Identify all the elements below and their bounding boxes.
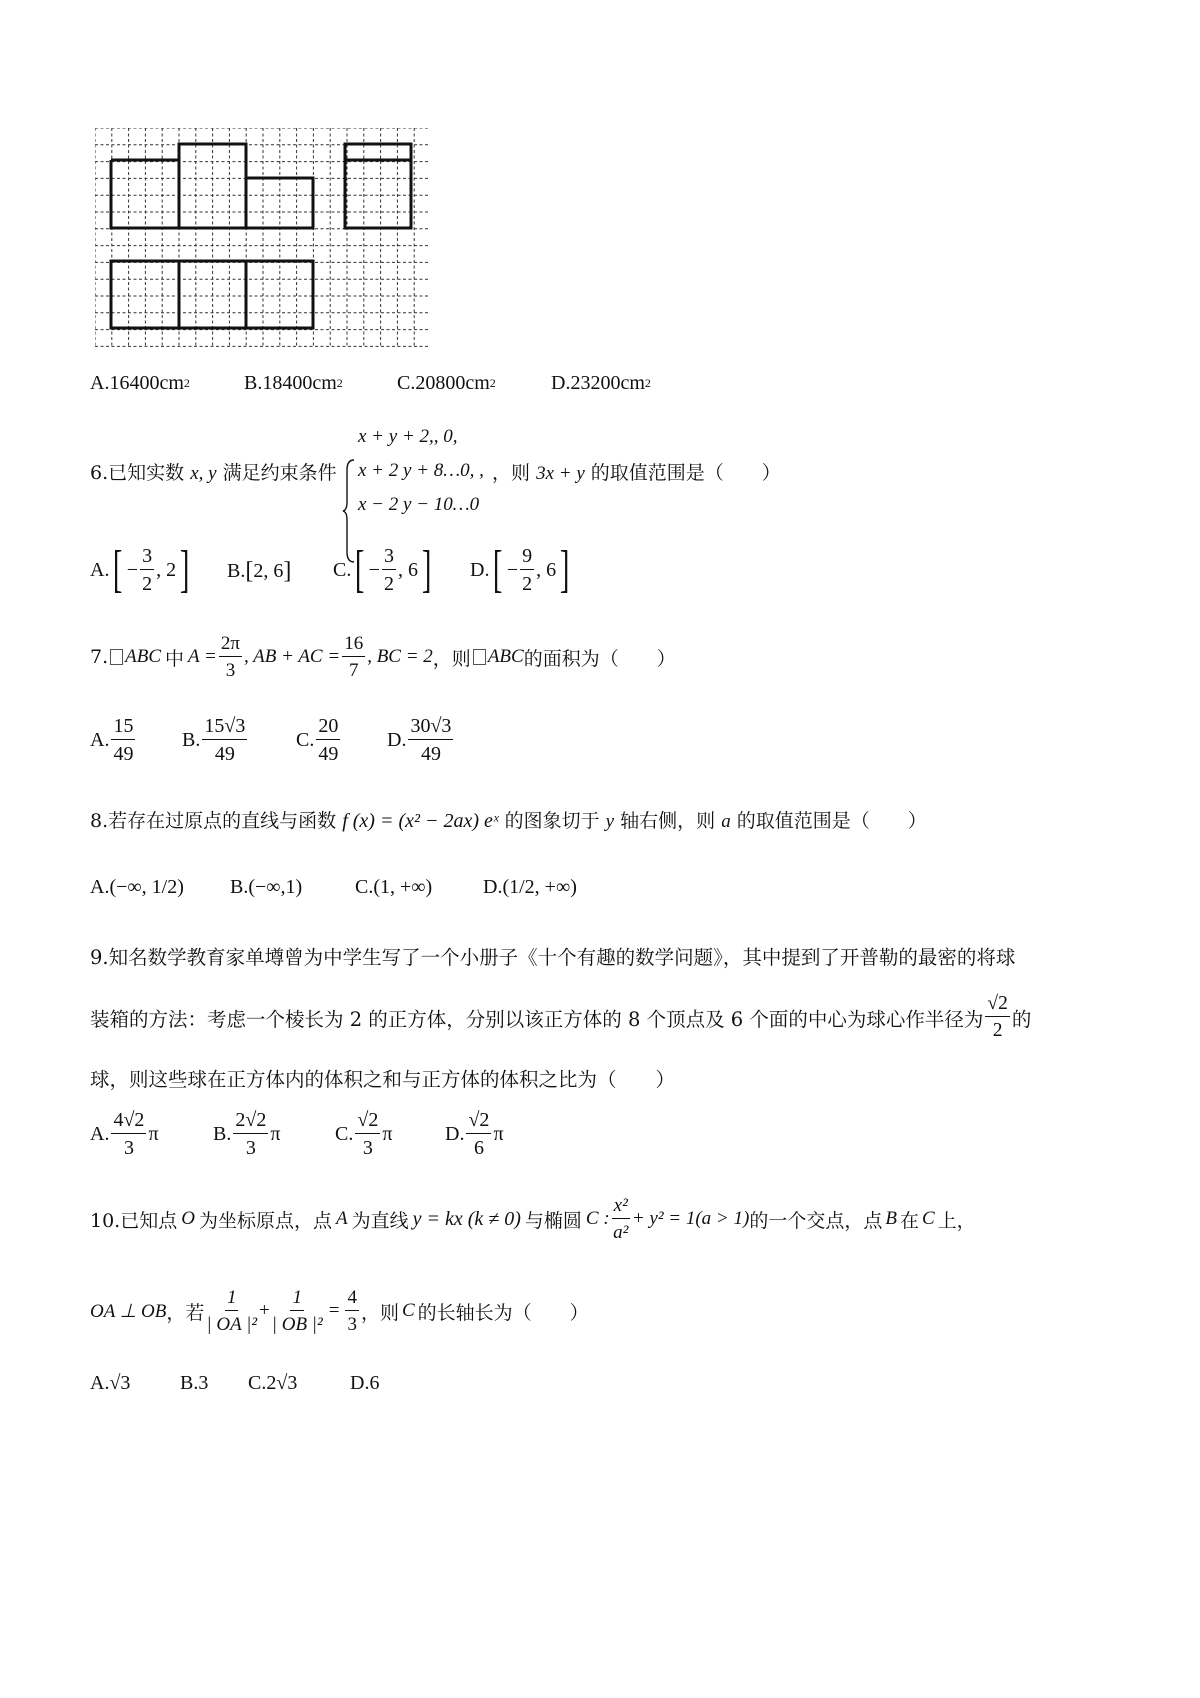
- side-view: [345, 144, 411, 228]
- triangle-symbol-icon: [473, 649, 486, 665]
- q10-option-c[interactable]: C. 2√3: [248, 1372, 298, 1394]
- q6-option-c[interactable]: C. [ − $\frac{3}{2}$ , 6 ]: [333, 541, 432, 598]
- q8-option-c[interactable]: C. (1, +∞): [355, 876, 433, 898]
- q7-stem: 7. ABC 中 A = $\frac{2\pi}{3}$ , AB + AC = $\frac{16}{7}$ , BC = 2 ，则 ABC 的面积为（ ）: [90, 633, 676, 681]
- q7-option-c[interactable]: C. $\frac{20}{49}$: [296, 715, 339, 765]
- q9-option-a[interactable]: A. $\frac{4√2}{3}$ π: [90, 1109, 159, 1159]
- q5-option-d[interactable]: D. 23200cm 2: [551, 372, 651, 394]
- triangle-symbol-icon: [110, 649, 123, 665]
- q7-option-a[interactable]: A. $\frac{15}{49}$: [90, 715, 134, 765]
- q7-option-b[interactable]: B. $\frac{15√3}{49}$: [182, 715, 246, 765]
- q5-option-c[interactable]: C. 20800cm 2: [397, 372, 496, 394]
- q6-option-d[interactable]: D. [ − $\frac{9}{2}$ , 6 ]: [470, 541, 570, 598]
- q10-option-b[interactable]: B. 3: [180, 1372, 209, 1394]
- q10-option-d[interactable]: D. 6: [350, 1372, 380, 1394]
- top-view: [111, 261, 313, 328]
- q9-option-d[interactable]: D. $\frac{√2}{6}$ π: [445, 1109, 504, 1159]
- q6-option-b[interactable]: B. [ 2, 6 ]: [227, 558, 292, 584]
- q10-option-a[interactable]: A. √3: [90, 1372, 131, 1394]
- q9-line-1: 9.知名数学教育家单墫曾为中学生写了一个小册子《十个有趣的数学问题》，其中提到了开普勒的最密的将球: [90, 946, 1016, 969]
- front-view: [111, 144, 313, 228]
- q9-line-2: 装箱的方法：考虑一个棱长为 2 的正方体，分别以该正方体的 8 个顶点及 6 个面的中心为球心作半径为 $\frac{√2}{2}$ 的: [90, 993, 1032, 1042]
- q8-option-d[interactable]: D. (1/2, +∞): [483, 876, 577, 898]
- q10-line-2: OA ⊥ OB ，若 $\frac{1}{\text{| OA |²}}$ + $\frac{1}{\text{| OB |²}}$ = $\frac{4}{3}$ ，则 C 的长轴长为（ ）: [90, 1287, 589, 1335]
- q9-line-3: 球，则这些球在正方体内的体积之和与正方体的体积之比为（ ）: [90, 1068, 676, 1091]
- q9-option-b[interactable]: B. $\frac{2√2}{3}$ π: [213, 1109, 281, 1159]
- q6-stem: 6.已知实数 x, y 满足约束条件: [90, 462, 337, 484]
- q6-option-a[interactable]: A. [ − $\frac{3}{2}$ , 2 ]: [90, 541, 190, 598]
- q9-option-c[interactable]: C. $\frac{√2}{3}$ π: [335, 1109, 393, 1159]
- q8-option-a[interactable]: A. (−∞, 1/2): [90, 876, 184, 898]
- three-view-grid: [95, 128, 430, 348]
- q7-option-d[interactable]: D. $\frac{30√3}{49}$: [387, 715, 452, 765]
- q8-option-b[interactable]: B. (−∞,1): [230, 876, 303, 898]
- q5-option-b[interactable]: B. 18400cm 2: [244, 372, 343, 394]
- q8-stem: 8.若存在过原点的直线与函数 f (x) = (x² − 2ax) eˣ 的图象切于 y 轴右侧，则 a 的取值范围是（ ）: [90, 810, 927, 832]
- q6-stem-tail: ，则 3x + y 的取值范围是（ ）: [492, 462, 781, 484]
- q5-option-a[interactable]: A. 16400cm 2: [90, 372, 190, 394]
- q10-line-1: 10.已知点 O 为坐标原点，点 A 为直线 y = kx (k ≠ 0) 与椭圆 C : $\frac{\text{x²}}{\text{a²}}$ + y² = 1(a > 1) 的一个交点，点 B 在 C 上，: [90, 1195, 976, 1243]
